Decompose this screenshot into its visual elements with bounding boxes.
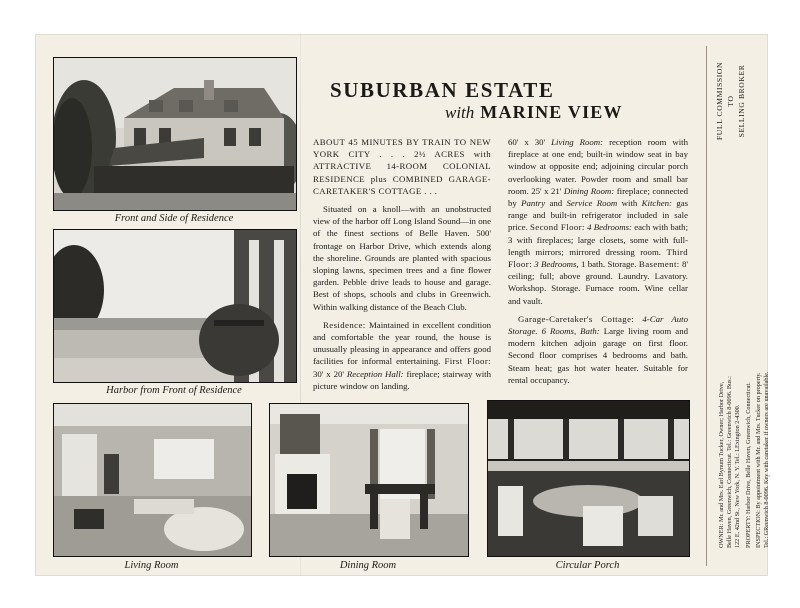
basement-label: Basement: [638,259,680,270]
with-text: with [621,198,638,209]
reception-dim: 30' x 20' [313,368,344,379]
dining-text: fireplace; connected by [508,185,689,209]
caption-dining: Dining Room [339,560,397,571]
first-floor-label: First Floor: [444,356,492,367]
listing-details [718,368,773,548]
photo-circular-porch [487,400,690,557]
cottage-paragraph [508,313,688,386]
property-info: PROPERTY: Harbor Drive, Belle Haven, Greenwich, Connecticut. [744,382,752,548]
third-floor-beds: 3 Bedrooms, [534,259,579,270]
photo-front-residence [53,57,297,211]
dining-label: Dining Room: [563,185,615,196]
cottage-label: Garage-Caretaker's Cottage: [518,313,635,324]
third-floor-label: Third Floor: [508,246,688,270]
third-floor-text: 1 bath. Storage. [580,259,637,270]
service-room-label: Service Room [566,198,618,209]
cottage-garage: 4-Car Auto Storage. 6 Rooms, Bath: [508,313,689,337]
second-floor-label: Second Floor: [530,222,585,233]
living-label: Living Room: [551,137,604,147]
sidebar-divider [706,46,707,566]
pantry-label: Pantry [521,198,546,209]
basement-text: 8' ceiling; full; above ground. Laundry. Lavatory. Workshop. Storage. Furnace room. Wine cellar and vault. [508,259,689,306]
photo-living-room [53,403,252,557]
commission-line2: TO [726,95,735,107]
residence-paragraph [313,319,491,392]
inspection-info: INSPECTION: By appointment with Mr. and Mrs. Tucker on property. Tel.: GReenwich 8-0096. Key with caretaker if owners are unavailable. [754,371,771,548]
caption-living: Living Room [124,560,179,571]
commission-note [714,46,747,156]
reception-text: fireplace; stairway with picture window on landing. [313,368,491,391]
situated-paragraph: Situated on a knoll—with an unobstructed view of the harbor off Long Island Sound—in one of the finest sections of Belle Haven. 500' frontage on Harbor Drive, which extends along the shoreline. Grounds are planted with spacious sloping lawns, specimen trees and a fine flower garden. Pebble drive leads to house and garage. Best of shops, schools and clubs in Greenwich. Within walking distance of the Beach Club. [313,204,491,312]
second-floor-text: each with bath; 3 with fireplaces; large closets, some with full-length mirrors; mirrored dressing room. [508,222,689,257]
kitchen-label: Kitchen: [641,198,672,209]
and-text: and [549,198,563,209]
living-dim: 60' x 30' [508,137,546,147]
commission-line1: FULL COMMISSION [715,61,724,141]
living-text: reception room with fireplace at one end; built-in window seat in bay window at opposite end; adjoining circular porch overlooking water. Powder room and small bar room. 25' x 21' [508,137,689,196]
second-floor-beds: 4 Bedrooms: [587,222,632,233]
cottage-text: Large living room and modern kitchen adjoin garage on first floor. Second floor comprises 4 bedrooms and bath. Steam heat; gas hot water heater. Suitable for rental occupancy. [508,326,688,385]
kitchen-text: gas range and built-in refrigerator included in sale price. [508,198,689,233]
photo-harbor [53,229,297,383]
intro-paragraph: ABOUT 45 MINUTES BY TRAIN TO NEW YORK CITY . . . 2½ ACRES with ATTRACTIVE 14-ROOM COLONIAL RESIDENCE plus COMBINED GARAGE-CARETAKER'S COTTAGE . . . [313,137,491,196]
subheadline [445,102,675,123]
commission-line3: SELLING BROKER [737,64,746,138]
owner-info: OWNER: Mr. and Mrs. Earl Bynum Tucker, Owner; Harbor Drive, Belle Haven, Greenwich, Connecticut. Tel.: Greenwich 8-0096. Bus.: 122 E. 42nd St., New York, N. Y. Tel.: LExington 2-4300. [718,376,742,548]
residence-text: Maintained in excellent condition and comfortable the year round, the house is unusually pleasing in appearance and offers good facilities for informal entertaining. [313,319,492,367]
residence-label: Residence: [323,319,366,330]
caption-harbor: Harbor from Front of Residence [106,385,242,396]
caption-porch: Circular Porch [555,560,620,571]
subheadline-rest: MARINE VIEW [480,102,623,122]
text-column-2 [508,136,688,392]
caption-front: Front and Side of Residence [114,213,234,224]
reception-room: Reception Hall: [346,368,404,379]
subheadline-with: with [445,103,475,122]
living-paragraph [508,136,688,307]
text-column-1 [313,136,491,398]
photo-dining-room [269,403,469,557]
headline: SUBURBAN ESTATE [330,78,555,102]
